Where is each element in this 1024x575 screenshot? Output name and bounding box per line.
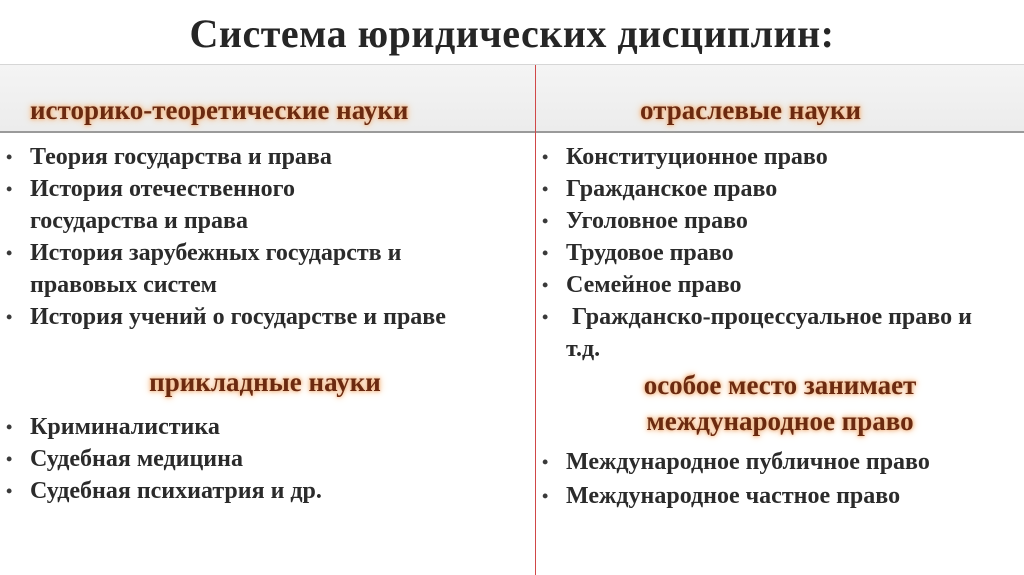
- left-column-heading: историко-теоретические науки: [30, 95, 409, 125]
- bullet-icon: •: [6, 179, 13, 199]
- left-list-primary: [2, 141, 522, 333]
- list-item: • Теория государства и права: [2, 141, 522, 173]
- list-item: • Трудовое право: [538, 237, 1018, 269]
- list-item: • Судебная психиатрия и др.: [2, 475, 522, 507]
- column-divider: [535, 65, 536, 575]
- list-item: • Уголовное право: [538, 205, 1018, 237]
- list-item: • Международное частное право: [538, 479, 1018, 513]
- bullet-icon: •: [542, 179, 549, 199]
- list-item: • Семейное право: [538, 269, 1018, 301]
- bullet-icon: •: [6, 417, 13, 437]
- bullet-icon: •: [6, 147, 13, 167]
- left-list-secondary: [2, 411, 522, 507]
- list-item: • Конституционное право: [538, 141, 1018, 173]
- bullet-icon: •: [542, 147, 549, 167]
- bullet-icon: •: [542, 486, 549, 506]
- left-subheading: прикладные науки: [149, 367, 381, 397]
- list-item: • Криминалистика: [2, 411, 522, 443]
- right-list-secondary: [538, 445, 1018, 513]
- list-item: • Гражданско-процессуальное право и т.д.: [538, 301, 1018, 365]
- bullet-icon: •: [6, 481, 13, 501]
- right-column-heading: отраслевые науки: [640, 95, 862, 125]
- bullet-icon: •: [542, 307, 549, 327]
- list-item: • История отечественного государства и права: [2, 173, 522, 237]
- list-item: • История зарубежных государств и правовых систем: [2, 237, 522, 301]
- bullet-icon: •: [542, 211, 549, 231]
- bullet-icon: •: [6, 449, 13, 469]
- list-item: • История учений о государстве и праве: [2, 301, 522, 333]
- right-subheading-line2: международное право: [646, 406, 914, 436]
- disciplines-table: [0, 64, 1024, 575]
- right-subheading-line1: особое место занимает: [643, 370, 917, 400]
- bullet-icon: •: [542, 275, 549, 295]
- right-list-primary: [538, 141, 1018, 365]
- bullet-icon: •: [542, 243, 549, 263]
- list-item: • Гражданское право: [538, 173, 1018, 205]
- bullet-icon: •: [542, 452, 549, 472]
- bullet-icon: •: [6, 243, 13, 263]
- slide-title: Система юридических дисциплин:: [189, 11, 835, 56]
- list-item: • Международное публичное право: [538, 445, 1018, 479]
- bullet-icon: •: [6, 307, 13, 327]
- list-item: • Судебная медицина: [2, 443, 522, 475]
